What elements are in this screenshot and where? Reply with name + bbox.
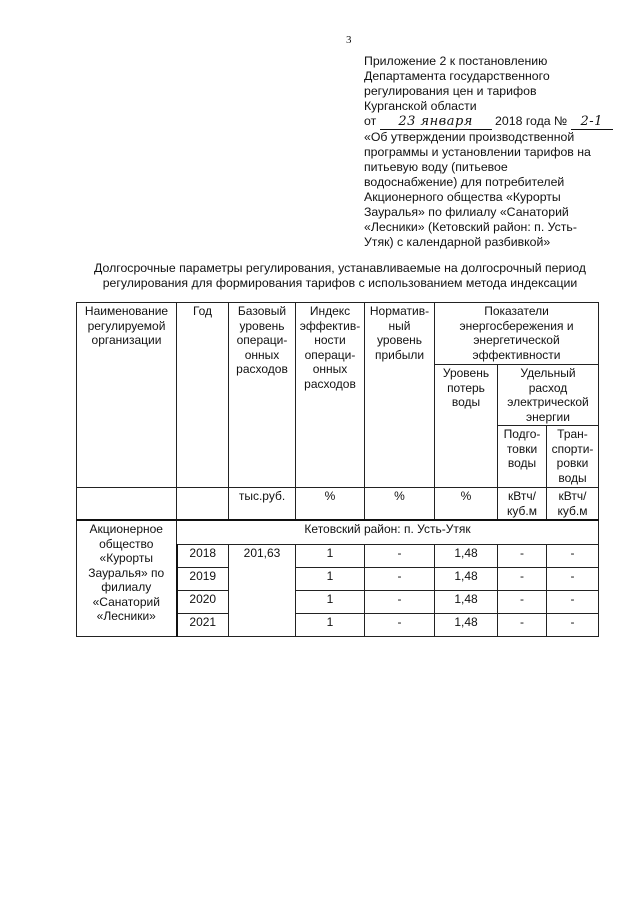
unit-preparation: кВтч/ куб.м bbox=[498, 488, 547, 521]
header-base-opex: Базовый уровень операци-онных расходов bbox=[229, 303, 296, 488]
header-year: Год bbox=[177, 303, 229, 488]
district-cell: Кетовский район: п. Усть-Утяк bbox=[177, 520, 599, 544]
row-year: 2021 bbox=[177, 613, 229, 636]
appendix-date-line bbox=[364, 114, 614, 130]
row-prep: - bbox=[498, 613, 547, 636]
unit-index: % bbox=[296, 488, 365, 521]
appendix-title-line: Зауралья» по филиалу «Санаторий bbox=[364, 205, 569, 219]
row-year: 2019 bbox=[177, 567, 229, 590]
appendix-title-line: Акционерного общества «Курорты bbox=[364, 190, 561, 204]
row-norm: - bbox=[365, 567, 435, 590]
row-index: 1 bbox=[296, 613, 365, 636]
row-loss: 1,48 bbox=[435, 613, 498, 636]
row-prep: - bbox=[498, 567, 547, 590]
header-normative-profit: Норматив-ный уровень прибыли bbox=[365, 303, 435, 488]
header-preparation: Подго-товки воды bbox=[498, 426, 547, 488]
row-trans: - bbox=[547, 613, 599, 636]
row-index: 1 bbox=[296, 590, 365, 613]
row-year: 2018 bbox=[177, 544, 229, 567]
header-energy-indicators: Показатели энергосбережения и энергетической эффективности bbox=[435, 303, 599, 365]
header-water-loss: Уровень потерь воды bbox=[435, 365, 498, 488]
year-text: 2018 года № bbox=[495, 114, 568, 128]
date-prefix: от bbox=[364, 114, 377, 128]
heading-line: Долгосрочные параметры регулирования, устанавливаемые на долгосрочный период bbox=[94, 261, 586, 275]
appendix-title-line: водоснабжение) для потребителей bbox=[364, 175, 565, 189]
header-efficiency-index: Индекс эффектив-ности операци-онных расходов bbox=[296, 303, 365, 488]
row-trans: - bbox=[547, 567, 599, 590]
appendix-title-line: программы и установлении тарифов на bbox=[364, 145, 591, 159]
document-heading bbox=[70, 261, 610, 291]
row-trans: - bbox=[547, 590, 599, 613]
row-year: 2020 bbox=[177, 590, 229, 613]
appendix-line: Департамента государственного bbox=[364, 69, 550, 83]
header-specific-energy: Удельный расход электрической энергии bbox=[498, 365, 599, 426]
parameters-table bbox=[76, 302, 599, 637]
header-transportation: Тран-спорти-ровки воды bbox=[547, 426, 599, 488]
unit-loss: % bbox=[435, 488, 498, 521]
page-number: 3 bbox=[346, 34, 352, 46]
handwritten-date: 23 января bbox=[380, 114, 492, 130]
row-norm: - bbox=[365, 544, 435, 567]
unit-base: тыс.руб. bbox=[229, 488, 296, 521]
organization-cell: Акционерное общество «Курорты Зауралья» по филиалу «Санаторий «Лесники» bbox=[77, 520, 177, 636]
base-value: 201,63 bbox=[229, 544, 296, 636]
row-loss: 1,48 bbox=[435, 544, 498, 567]
appendix-line: Приложение 2 к постановлению bbox=[364, 54, 548, 68]
row-loss: 1,48 bbox=[435, 590, 498, 613]
row-norm: - bbox=[365, 590, 435, 613]
units-empty-cell bbox=[77, 488, 177, 521]
row-trans: - bbox=[547, 544, 599, 567]
appendix-title-line: Утяк) с календарной разбивкой» bbox=[364, 235, 551, 249]
row-index: 1 bbox=[296, 544, 365, 567]
appendix-line: Курганской области bbox=[364, 99, 477, 113]
heading-line: регулирования для формирования тарифов с использованием метода индексации bbox=[102, 276, 578, 290]
handwritten-number: 2-1 bbox=[571, 114, 613, 130]
appendix-block bbox=[364, 54, 614, 250]
appendix-line: регулирования цен и тарифов bbox=[364, 84, 537, 98]
header-organization: Наименование регулируемой организации bbox=[77, 303, 177, 488]
row-loss: 1,48 bbox=[435, 567, 498, 590]
unit-norm: % bbox=[365, 488, 435, 521]
unit-transportation: кВтч/ куб.м bbox=[547, 488, 599, 521]
appendix-title-line: питьевую воду (питьевое bbox=[364, 160, 508, 174]
row-index: 1 bbox=[296, 567, 365, 590]
row-norm: - bbox=[365, 613, 435, 636]
row-prep: - bbox=[498, 590, 547, 613]
units-empty-cell bbox=[177, 488, 229, 521]
appendix-title-line: «Лесники» (Кетовский район: п. Усть- bbox=[364, 220, 577, 234]
row-prep: - bbox=[498, 544, 547, 567]
appendix-title-line: «Об утверждении производственной bbox=[364, 130, 575, 144]
